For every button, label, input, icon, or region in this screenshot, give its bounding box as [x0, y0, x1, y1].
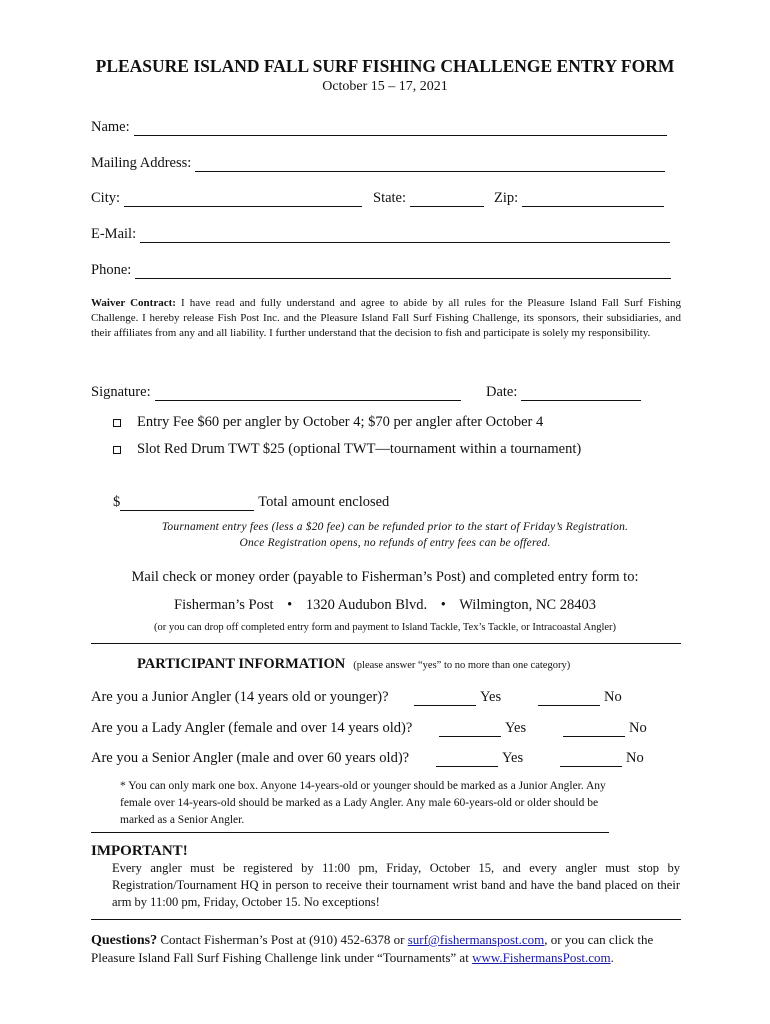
junior-yes-line[interactable] [414, 692, 476, 706]
dollar-sign: $ [113, 494, 121, 510]
entry-fee-checkbox[interactable] [113, 419, 121, 427]
questions-text-1: Contact Fisherman’s Post at (910) 452-6378 or [157, 932, 408, 947]
slot-red-drum-label: Slot Red Drum TWT $25 (optional TWT—tournament within a tournament) [137, 441, 582, 457]
lady-no-line[interactable] [563, 723, 625, 737]
section-divider [91, 832, 609, 833]
city-field [91, 190, 362, 207]
phone-input-line[interactable] [135, 265, 671, 279]
website-link[interactable]: www.FishermansPost.com [472, 950, 611, 965]
date-field [486, 384, 641, 401]
participant-heading: PARTICIPANT INFORMATION [137, 656, 346, 672]
name-label: Name: [91, 119, 130, 135]
city-input-line[interactable] [124, 193, 362, 207]
no-label: No [604, 689, 622, 705]
questions-label: Questions? [91, 933, 158, 948]
senior-question: Are you a Senior Angler (male and over 60 years old)? [91, 750, 410, 766]
lady-yes-line[interactable] [439, 723, 501, 737]
questions-end: . [610, 950, 614, 965]
phone-field [91, 262, 671, 279]
email-input-line[interactable] [140, 229, 670, 243]
junior-question: Are you a Junior Angler (14 years old or younger)? [91, 689, 389, 705]
no-label: No [626, 750, 644, 766]
event-dates: October 15 – 17, 2021 [322, 79, 448, 94]
refund-note-line1: Tournament entry fees (less a $20 fee) can be refunded prior to the start of Friday’s Registration. [161, 521, 629, 533]
email-link[interactable]: surf@fishermanspost.com [407, 932, 545, 947]
form-title: PLEASURE ISLAND FALL SURF FISHING CHALLENGE ENTRY FORM [95, 56, 675, 76]
total-amount-label: Total amount enclosed [258, 494, 390, 510]
participant-subheading: (please answer “yes” to no more than one category) [353, 660, 571, 671]
waiver-contract [91, 296, 681, 341]
date-label: Date: [486, 384, 518, 400]
mailing-address-block [0, 597, 770, 614]
yes-label: Yes [480, 689, 502, 705]
zip-field [494, 190, 664, 207]
phone-label: Phone: [91, 262, 132, 278]
mailing-address-label: Mailing Address: [91, 155, 192, 171]
state-label: State: [373, 190, 407, 206]
participant-heading-row [137, 655, 570, 673]
junior-no [534, 689, 622, 706]
section-divider [91, 919, 681, 920]
waiver-label: Waiver Contract: [91, 297, 176, 309]
questions-section [91, 931, 691, 966]
zip-label: Zip: [494, 190, 519, 206]
mailing-address-field [91, 155, 665, 172]
street-address: 1320 Audubon Blvd. [305, 597, 428, 613]
section-divider [91, 643, 681, 644]
no-label: No [629, 720, 647, 736]
email-label: E-Mail: [91, 226, 137, 242]
senior-yes [432, 750, 523, 767]
category-note: * You can only mark one box. Anyone 14-years-old or younger should be marked as a Junior Angler. Any female over 14-years-old should be marked as a Lady Angler. Any male 60-years-old or older should be marked as a Senior Angler. [120, 780, 606, 826]
junior-no-line[interactable] [538, 692, 600, 706]
total-amount-field [113, 494, 389, 511]
mailing-address-input-line[interactable] [195, 158, 665, 172]
name-input-line[interactable] [134, 122, 667, 136]
important-heading: IMPORTANT! [91, 843, 188, 859]
addressee: Fisherman’s Post [174, 597, 274, 613]
date-input-line[interactable] [521, 387, 641, 401]
mail-instruction: Mail check or money order (payable to Fisherman’s Post) and completed entry form to: [131, 569, 639, 585]
slot-red-drum-checkbox[interactable] [113, 446, 121, 454]
dropoff-note: (or you can drop off completed entry form and payment to Island Tackle, Tex’s Tackle, or Intracoastal Angler) [153, 622, 617, 633]
signature-input-line[interactable] [155, 387, 461, 401]
senior-no-line[interactable] [560, 753, 622, 767]
yes-label: Yes [502, 750, 524, 766]
questions-text-2: , or you can click the Pleasure Island Fall Surf Fishing Challenge link under “Tournaments” at [91, 932, 654, 965]
city-label: City: [91, 190, 121, 206]
yes-label: Yes [505, 720, 527, 736]
lady-question: Are you a Lady Angler (female and over 14 years old)? [91, 720, 413, 736]
city-state-zip: Wilmington, NC 28403 [459, 597, 596, 613]
important-text: Every angler must be registered by 11:00 pm, Friday, October 15, and every angler must stop by Registration/Tournament HQ in person to receive their tournament wrist band and have the band placed on their arm by 11:00 pm, Friday, October 15. No exceptions! [112, 861, 680, 909]
bullet-separator: • [287, 597, 293, 613]
email-field [91, 226, 670, 243]
state-field [373, 190, 484, 207]
lady-yes [435, 720, 526, 737]
state-input-line[interactable] [410, 193, 484, 207]
refund-note-line2: Once Registration opens, no refunds of entry fees can be offered. [239, 537, 551, 549]
lady-no [559, 720, 647, 737]
junior-yes [410, 689, 501, 706]
name-field [91, 119, 667, 136]
entry-fee-label: Entry Fee $60 per angler by October 4; $70 per angler after October 4 [137, 414, 544, 430]
bullet-separator: • [440, 597, 446, 613]
senior-yes-line[interactable] [436, 753, 498, 767]
total-amount-input-line[interactable] [120, 497, 254, 511]
entry-fee-option [113, 414, 543, 431]
signature-label: Signature: [91, 384, 151, 400]
signature-field [91, 384, 461, 401]
slot-red-drum-option [113, 441, 581, 458]
senior-no [556, 750, 644, 767]
zip-input-line[interactable] [522, 193, 664, 207]
waiver-text: I have read and fully understand and agree to abide by all rules for the Pleasure Island Fall Surf Fishing Challenge. I hereby release Fish Post Inc. and the Pleasure Island Fall Surf Fishing Challenge, its sponsors, their subsidiaries, and their affiliates from any and all liability. I further understand that the decision to fish and participate is solely my responsibility. [91, 297, 682, 339]
